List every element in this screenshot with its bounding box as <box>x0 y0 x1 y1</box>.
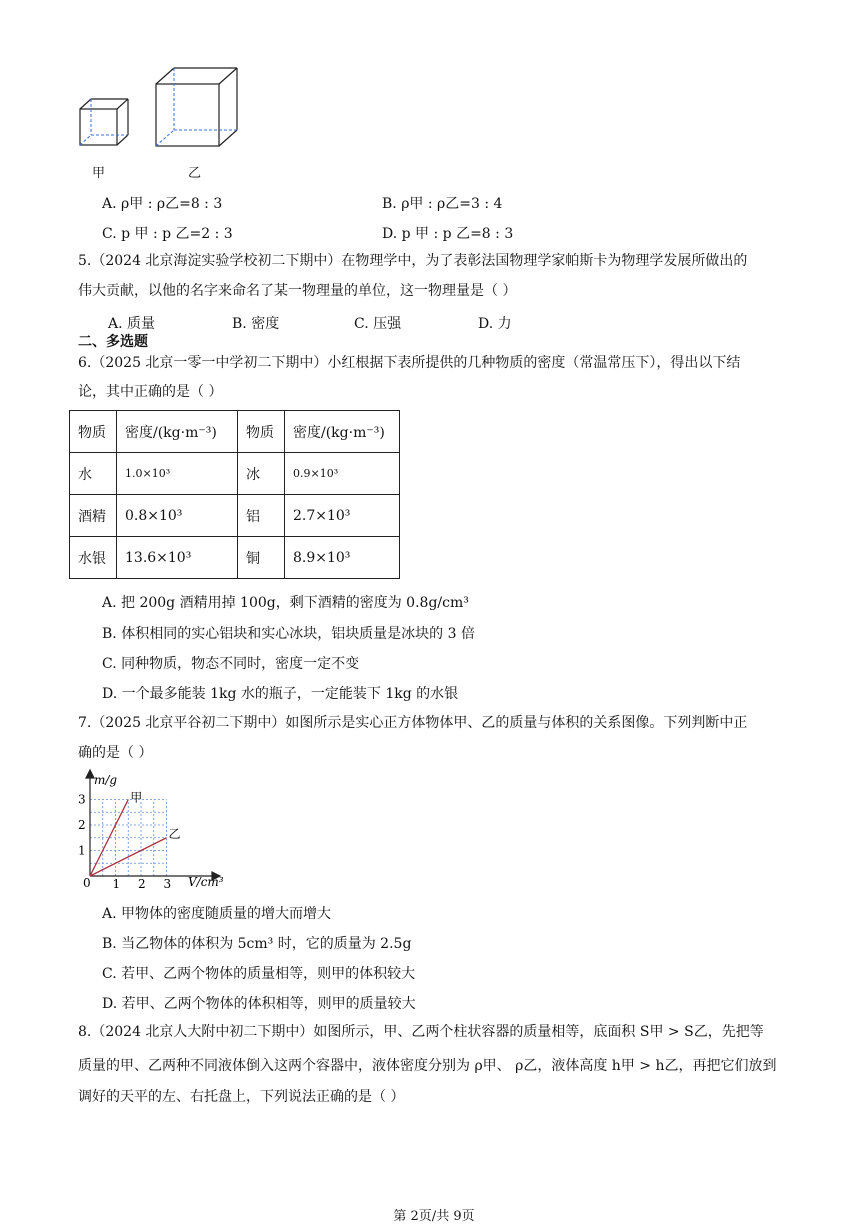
cube-label-yi: 乙 <box>188 166 202 181</box>
q5-option-a: A. 质量 <box>108 316 156 332</box>
cube-label-jia: 甲 <box>92 166 106 181</box>
page-footer: 第 2页/共 9页 <box>393 1209 475 1224</box>
q6-option-a: A. 把 200g 酒精用掉 100g，剩下酒精的密度为 0.8g/cm³ <box>102 595 469 611</box>
mass-volume-graph <box>72 768 232 893</box>
x-tick-label: 1 <box>112 877 121 891</box>
series-label-yi: 乙 <box>168 826 181 841</box>
table-cell: 0.8×10³ <box>117 495 238 537</box>
table-header: 密度/(kg·m⁻³) <box>117 411 238 453</box>
y-tick-label: 3 <box>78 792 86 807</box>
q6-line-2: 论，其中正确的是（ ） <box>78 384 223 400</box>
q4-option-d: D. p 甲 : p 乙=8 : 3 <box>382 226 514 242</box>
series-label-jia: 甲 <box>130 790 143 805</box>
x-tick-label: 2 <box>138 877 146 891</box>
q5-line-1: 5.（2024 北京海淀实验学校初二下期中）在物理学中，为了表彰法国物理学家帕斯卡为物理学发展所做出的 <box>78 253 748 269</box>
table-cell: 水 <box>70 453 117 495</box>
q4-option-c: C. p 甲 : p 乙=2 : 3 <box>102 226 233 242</box>
q7-line-1: 7.（2025 北京平谷初二下期中）如图所示是实心正方体物体甲、乙的质量与体积的关系图像。下列判断中正 <box>78 715 748 731</box>
section-heading: 二、多选题 <box>78 334 148 350</box>
table-row <box>70 537 400 579</box>
graph-xlabel: V/cm³ <box>188 875 224 889</box>
q4-option-a: A. ρ甲 : ρ乙=8 : 3 <box>102 196 223 212</box>
q7-line-2: 确的是（ ） <box>78 745 153 761</box>
table-cell: 冰 <box>238 453 285 495</box>
table-cell: 13.6×10³ <box>117 537 238 579</box>
x-tick-label: 3 <box>163 877 172 891</box>
table-row <box>70 495 400 537</box>
y-tick-label: 1 <box>78 843 86 858</box>
table-header: 密度/(kg·m⁻³) <box>285 411 400 453</box>
table-row <box>70 453 400 495</box>
q7-option-b: B. 当乙物体的体积为 5cm³ 时，它的质量为 2.5g <box>102 936 412 952</box>
q6-option-b: B. 体积相同的实心铝块和实心冰块，铝块质量是冰块的 3 倍 <box>102 626 475 642</box>
q7-option-a: A. 甲物体的密度随质量的增大而增大 <box>102 906 332 922</box>
graph-ylabel: m/g <box>94 773 118 787</box>
q5-option-b: B. 密度 <box>232 316 280 332</box>
table-header: 物质 <box>70 411 117 453</box>
q8-line-3: 调好的天平的左、右托盘上，下列说法正确的是（ ） <box>78 1089 405 1105</box>
q6-option-c: C. 同种物质，物态不同时，密度一定不变 <box>102 656 360 672</box>
table-cell: 8.9×10³ <box>285 537 400 579</box>
q8-line-2: 质量的甲、乙两种不同液体倒入这两个容器中，液体密度分别为 ρ甲、 ρ乙，液体高度 h甲 > h乙，再把它们放到 <box>78 1058 777 1074</box>
table-cell: 0.9×10³ <box>285 453 400 495</box>
q5-option-d: D. 力 <box>478 316 512 332</box>
q5-option-c: C. 压强 <box>354 316 402 332</box>
table-cell: 2.7×10³ <box>285 495 400 537</box>
q6-line-1: 6.（2025 北京一零一中学初二下期中）小红根据下表所提供的几种物质的密度（常温常压下），得出以下结 <box>78 355 741 371</box>
table-cell: 酒精 <box>70 495 117 537</box>
density-table <box>69 410 400 579</box>
y-tick-label: 2 <box>78 818 86 832</box>
q5-line-2: 伟大贡献，以他的名字来命名了某一物理量的单位，这一物理量是（ ） <box>78 283 517 299</box>
graph-origin: 0 <box>83 876 91 890</box>
q7-option-d: D. 若甲、乙两个物体的体积相等，则甲的质量较大 <box>102 996 416 1012</box>
table-header-row <box>70 411 400 453</box>
q4-option-b: B. ρ甲 : ρ乙=3 : 4 <box>382 196 503 212</box>
q8-line-1: 8.（2024 北京人大附中初二下期中）如图所示，甲、乙两个柱状容器的质量相等，底面积 S甲 > S乙，先把等 <box>78 1024 764 1040</box>
table-cell: 铝 <box>238 495 285 537</box>
q7-option-c: C. 若甲、乙两个物体的质量相等，则甲的体积较大 <box>102 966 416 982</box>
q6-option-d: D. 一个最多能装 1kg 水的瓶子，一定能装下 1kg 的水银 <box>102 686 459 702</box>
table-header: 物质 <box>238 411 285 453</box>
table-cell: 1.0×10³ <box>117 453 238 495</box>
table-cell: 水银 <box>70 537 117 579</box>
table-cell: 铜 <box>238 537 285 579</box>
